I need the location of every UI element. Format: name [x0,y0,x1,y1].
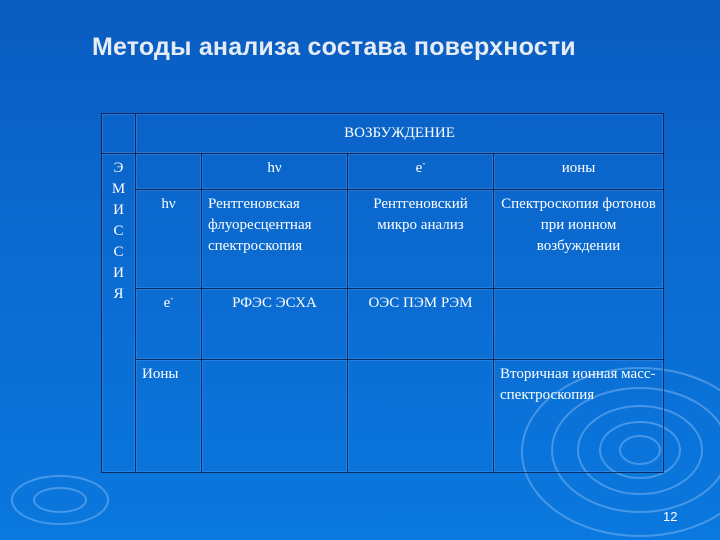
cell-microanalysis: Рентгеновский микро анализ [348,190,494,289]
cell-aes: ОЭС ПЭМ РЭМ [348,289,494,360]
row-label-electron: e- [136,289,202,360]
col-header-ions: ионы [494,154,664,190]
cell-sims: Вторичная ионная масс- спектроскопия [494,360,664,473]
cell-xrf: Рентгеновская флуоресцентная спектроскопия [202,190,348,289]
col-header-hv: hν [202,154,348,190]
cell-empty-ions-e [348,360,494,473]
slide-title: Методы анализа состава поверхности [92,33,576,61]
row-label-ions: Ионы [136,360,202,473]
cell-xps: РФЭС ЭСХА [202,289,348,360]
cell-empty-ions-hv [202,360,348,473]
col-header-electron: e- [348,154,494,190]
blank-header-cell [136,154,202,190]
cell-empty-e-ions [494,289,664,360]
page-number: 12 [663,509,678,524]
methods-table [101,113,664,473]
corner-cell [102,114,136,154]
excitation-header: ВОЗБУЖДЕНИЕ [136,114,664,154]
cell-photon-spectroscopy: Спектроскопия фотонов при ионном возбуждении [494,190,664,289]
row-label-hv: hν [136,190,202,289]
emission-vertical-label: Э М И С С И Я [102,154,136,473]
